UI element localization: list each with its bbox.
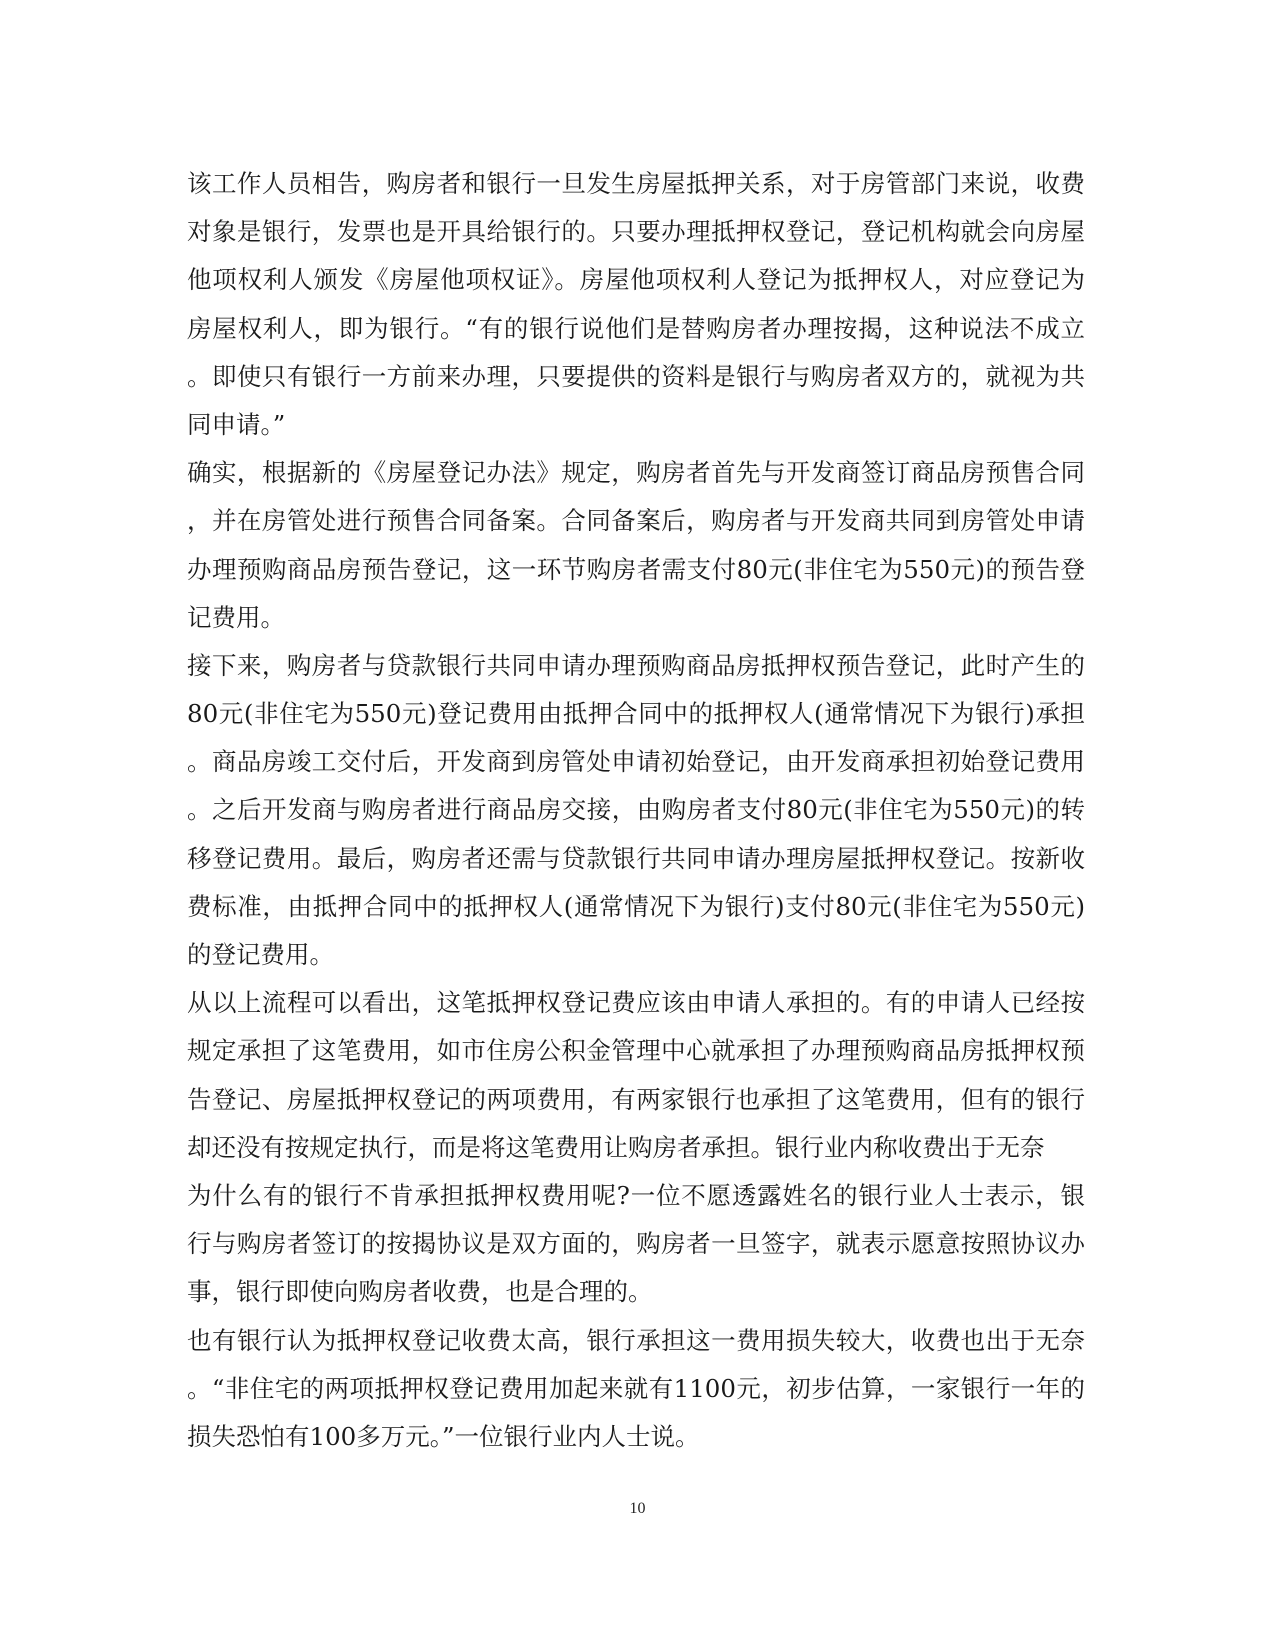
body-text [187, 160, 1085, 1461]
text-line: 同申请。” [187, 409, 286, 439]
text-line: 办理预购商品房预告登记，这一环节购房者需支付80元(非住宅为550元)的预告登 [187, 554, 1085, 584]
text-line: 他项权利人颁发《房屋他项权证》。房屋他项权利人登记为抵押权人，对应登记为 [187, 265, 1085, 295]
text-line: 80元(非住宅为550元)登记费用由抵押合同中的抵押权人(通常情况下为银行)承担 [187, 699, 1085, 729]
text-line: 记费用。 [187, 602, 285, 632]
text-line: 。“非住宅的两项抵押权登记费用加起来就有1100元，初步估算，一家银行一年的 [187, 1373, 1085, 1403]
text-line: 该工作人员相告，购房者和银行一旦发生房屋抵押关系，对于房管部门来说，收费 [187, 169, 1085, 198]
text-line: 。商品房竣工交付后，开发商到房管处申请初始登记，由开发商承担初始登记费用 [187, 747, 1085, 777]
text-line: 为什么有的银行不肯承担抵押权费用呢?一位不愿透露姓名的银行业人士表示，银 [187, 1180, 1085, 1210]
text-line: 行与购房者签订的按揭协议是双方面的，购房者一旦签字，就表示愿意按照协议办 [187, 1229, 1085, 1259]
text-line: 也有银行认为抵押权登记收费太高，银行承担这一费用损失较大，收费也出于无奈 [187, 1325, 1085, 1355]
text-line: 告登记、房屋抵押权登记的两项费用，有两家银行也承担了这笔费用，但有的银行 [187, 1084, 1085, 1114]
text-line: 从以上流程可以看出，这笔抵押权登记费应该由申请人承担的。有的申请人已经按 [187, 988, 1085, 1018]
text-line: 事，银行即使向购房者收费，也是合理的。 [187, 1277, 653, 1307]
text-line: 。即使只有银行一方前来办理，只要提供的资料是银行与购房者双方的，就视为共 [187, 361, 1085, 391]
text-line: 接下来，购房者与贷款银行共同申请办理预购商品房抵押权预告登记，此时产生的 [187, 650, 1085, 680]
text-line: 费标准，由抵押合同中的抵押权人(通常情况下为银行)支付80元(非住宅为550元) [187, 891, 1085, 921]
text-line: 损失恐怕有100多万元。”一位银行业内人士说。 [187, 1421, 700, 1451]
text-line: ，并在房管处进行预售合同备案。合同备案后，购房者与开发商共同到房管处申请 [187, 506, 1085, 536]
text-line: 对象是银行，发票也是开具给银行的。只要办理抵押权登记，登记机构就会向房屋 [187, 217, 1085, 247]
text-line: 的登记费用。 [187, 940, 334, 969]
text-line: 移登记费用。最后，购房者还需与贷款银行共同申请办理房屋抵押权登记。按新收 [187, 843, 1085, 873]
text-line: 。之后开发商与购房者进行商品房交接，由购房者支付80元(非住宅为550元)的转 [187, 795, 1085, 825]
page-number: 10 [629, 1500, 646, 1517]
text-line: 房屋权利人，即为银行。“有的银行说他们是替购房者办理按揭，这种说法不成立 [187, 313, 1085, 343]
text-line: 确实，根据新的《房屋登记办法》规定，购房者首先与开发商签订商品房预售合同 [187, 458, 1085, 488]
text-line: 规定承担了这笔费用，如市住房公积金管理中心就承担了办理预购商品房抵押权预 [187, 1036, 1085, 1066]
text-line: 却还没有按规定执行，而是将这笔费用让购房者承担。银行业内称收费出于无奈 [187, 1132, 1045, 1162]
